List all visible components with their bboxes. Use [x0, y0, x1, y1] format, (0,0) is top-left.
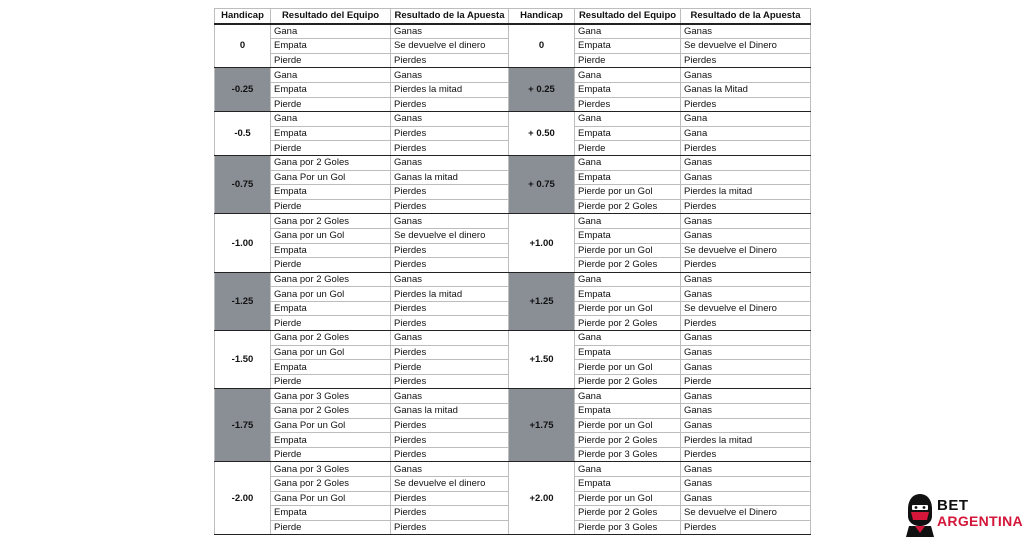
team-result-right: Pierde por 2 Goles — [575, 258, 681, 273]
handicap-value-left: -2.00 — [215, 462, 271, 535]
team-result-right: Pierde por 2 Goles — [575, 433, 681, 448]
bet-result-right: Se devuelve el Dinero — [681, 301, 811, 316]
handicap-value-left: -1.50 — [215, 331, 271, 389]
handicap-value-left: -1.25 — [215, 272, 271, 330]
bet-result-left: Pierdes — [391, 433, 509, 448]
handicap-table — [214, 8, 811, 535]
team-result-left: Pierde — [271, 199, 391, 214]
handicap-table-container — [214, 8, 810, 535]
bet-result-right: Ganas — [681, 24, 811, 39]
bet-result-left: Ganas — [391, 112, 509, 127]
team-result-right: Gana — [575, 389, 681, 404]
team-result-right: Gana — [575, 112, 681, 127]
team-result-right: Pierde por un Gol — [575, 360, 681, 375]
team-result-right: Pierdes — [575, 97, 681, 112]
bet-result-right: Ganas — [681, 345, 811, 360]
team-result-right: Empata — [575, 39, 681, 54]
team-result-right: Pierde por 2 Goles — [575, 316, 681, 331]
table-row — [215, 214, 811, 229]
handicap-value-right: + 0.50 — [509, 112, 575, 156]
bet-result-left: Ganas — [391, 68, 509, 83]
bet-result-left: Ganas — [391, 214, 509, 229]
team-result-left: Empata — [271, 185, 391, 200]
handicap-value-left: -0.75 — [215, 155, 271, 213]
team-result-right: Empata — [575, 228, 681, 243]
team-result-left: Pierde — [271, 374, 391, 389]
team-result-right: Gana — [575, 331, 681, 346]
table-row — [215, 272, 811, 287]
table-row — [215, 331, 811, 346]
team-result-left: Gana — [271, 24, 391, 39]
bet-result-right: Ganas — [681, 331, 811, 346]
handicap-value-right: 0 — [509, 24, 575, 68]
team-result-left: Pierde — [271, 316, 391, 331]
hooded-figure-icon — [905, 492, 935, 538]
bet-result-right: Ganas — [681, 228, 811, 243]
team-result-left: Gana por 3 Goles — [271, 389, 391, 404]
team-result-right: Empata — [575, 345, 681, 360]
team-result-right: Pierde por un Gol — [575, 185, 681, 200]
bet-result-left: Pierdes — [391, 126, 509, 141]
team-result-left: Gana por un Gol — [271, 228, 391, 243]
bet-result-right: Ganas — [681, 477, 811, 492]
table-row — [215, 112, 811, 127]
bet-result-left: Se devuelve el dinero — [391, 477, 509, 492]
bet-result-left: Pierdes — [391, 301, 509, 316]
bet-result-left: Ganas — [391, 462, 509, 477]
table-header-row — [215, 9, 811, 24]
team-result-left: Empata — [271, 506, 391, 521]
bet-result-right: Pierdes la mitad — [681, 185, 811, 200]
team-result-left: Gana por 2 Goles — [271, 214, 391, 229]
team-result-right: Gana — [575, 155, 681, 170]
team-result-right: Pierde por 3 Goles — [575, 447, 681, 462]
team-result-left: Empata — [271, 433, 391, 448]
team-result-left: Pierde — [271, 141, 391, 156]
bet-result-right: Pierdes — [681, 447, 811, 462]
team-result-left: Gana por 2 Goles — [271, 404, 391, 419]
bet-result-left: Pierdes — [391, 520, 509, 535]
bet-result-left: Ganas la mitad — [391, 404, 509, 419]
bet-result-right: Pierdes la mitad — [681, 433, 811, 448]
team-result-right: Pierde por un Gol — [575, 301, 681, 316]
team-result-right: Pierde por un Gol — [575, 491, 681, 506]
bet-result-left: Pierdes — [391, 316, 509, 331]
table-row — [215, 24, 811, 39]
team-result-right: Pierde por 2 Goles — [575, 374, 681, 389]
bet-result-right: Ganas — [681, 418, 811, 433]
team-result-right: Pierde por un Gol — [575, 243, 681, 258]
bet-result-left: Pierdes — [391, 447, 509, 462]
team-result-right: Pierde por un Gol — [575, 418, 681, 433]
bet-result-right: Ganas — [681, 155, 811, 170]
team-result-right: Empata — [575, 82, 681, 97]
team-result-left: Gana por 2 Goles — [271, 155, 391, 170]
header-bet-result-right: Resultado de la Apuesta — [681, 9, 811, 24]
bet-result-right: Ganas — [681, 68, 811, 83]
team-result-right: Gana — [575, 24, 681, 39]
bet-result-left: Pierdes — [391, 418, 509, 433]
handicap-value-left: 0 — [215, 24, 271, 68]
handicap-value-right: + 0.75 — [509, 155, 575, 213]
team-result-right: Empata — [575, 126, 681, 141]
bet-result-left: Se devuelve el dinero — [391, 228, 509, 243]
bet-argentina-logo — [905, 492, 1023, 538]
bet-result-right: Ganas — [681, 170, 811, 185]
team-result-left: Pierde — [271, 447, 391, 462]
team-result-right: Pierde por 2 Goles — [575, 199, 681, 214]
team-result-left: Gana por un Gol — [271, 345, 391, 360]
bet-result-right: Pierde — [681, 374, 811, 389]
team-result-left: Empata — [271, 82, 391, 97]
bet-result-left: Pierdes — [391, 185, 509, 200]
team-result-left: Empata — [271, 360, 391, 375]
team-result-left: Gana por 2 Goles — [271, 272, 391, 287]
header-team-result-right: Resultado del Equipo — [575, 9, 681, 24]
bet-result-right: Pierdes — [681, 316, 811, 331]
bet-result-right: Gana — [681, 126, 811, 141]
bet-result-left: Ganas — [391, 24, 509, 39]
bet-result-right: Pierdes — [681, 199, 811, 214]
bet-result-left: Ganas la mitad — [391, 170, 509, 185]
bet-result-left: Se devuelve el dinero — [391, 39, 509, 54]
bet-result-left: Pierde — [391, 360, 509, 375]
header-team-result-left: Resultado del Equipo — [271, 9, 391, 24]
team-result-left: Gana por 2 Goles — [271, 331, 391, 346]
bet-result-right: Ganas la Mitad — [681, 82, 811, 97]
bet-result-right: Ganas — [681, 287, 811, 302]
bet-result-right: Ganas — [681, 272, 811, 287]
bet-result-right: Ganas — [681, 360, 811, 375]
team-result-right: Empata — [575, 287, 681, 302]
bet-result-right: Se devuelve el Dinero — [681, 506, 811, 521]
handicap-value-left: -1.00 — [215, 214, 271, 272]
team-result-left: Empata — [271, 126, 391, 141]
team-result-left: Gana por 2 Goles — [271, 477, 391, 492]
bet-result-right: Se devuelve el Dinero — [681, 243, 811, 258]
bet-result-left: Ganas — [391, 272, 509, 287]
bet-result-right: Pierdes — [681, 53, 811, 68]
team-result-right: Empata — [575, 404, 681, 419]
table-row — [215, 462, 811, 477]
team-result-left: Pierde — [271, 520, 391, 535]
bet-result-left: Pierdes — [391, 345, 509, 360]
bet-result-right: Pierdes — [681, 141, 811, 156]
handicap-value-left: -1.75 — [215, 389, 271, 462]
team-result-right: Empata — [575, 170, 681, 185]
handicap-value-right: +1.25 — [509, 272, 575, 330]
bet-result-right: Pierdes — [681, 97, 811, 112]
bet-result-left: Pierdes la mitad — [391, 287, 509, 302]
handicap-value-right: +1.00 — [509, 214, 575, 272]
handicap-value-right: +1.50 — [509, 331, 575, 389]
team-result-right: Pierde — [575, 53, 681, 68]
team-result-right: Gana — [575, 68, 681, 83]
bet-result-right: Gana — [681, 112, 811, 127]
bet-result-left: Pierdes — [391, 97, 509, 112]
bet-result-right: Ganas — [681, 214, 811, 229]
header-bet-result-left: Resultado de la Apuesta — [391, 9, 509, 24]
team-result-right: Gana — [575, 272, 681, 287]
team-result-left: Empata — [271, 243, 391, 258]
handicap-value-left: -0.25 — [215, 68, 271, 112]
bet-result-right: Ganas — [681, 389, 811, 404]
bet-result-left: Pierdes — [391, 506, 509, 521]
bet-result-left: Pierdes la mitad — [391, 82, 509, 97]
handicap-value-right: +2.00 — [509, 462, 575, 535]
bet-result-left: Ganas — [391, 155, 509, 170]
team-result-right: Empata — [575, 477, 681, 492]
team-result-right: Pierde por 3 Goles — [575, 520, 681, 535]
bet-result-left: Ganas — [391, 389, 509, 404]
team-result-right: Pierde — [575, 141, 681, 156]
bet-result-right: Se devuelve el Dinero — [681, 39, 811, 54]
team-result-left: Empata — [271, 39, 391, 54]
header-handicap-left: Handicap — [215, 9, 271, 24]
bet-result-right: Pierdes — [681, 258, 811, 273]
team-result-right: Gana — [575, 462, 681, 477]
table-row — [215, 389, 811, 404]
team-result-left: Pierde — [271, 97, 391, 112]
handicap-value-right: + 0.25 — [509, 68, 575, 112]
team-result-right: Pierde por 2 Goles — [575, 506, 681, 521]
header-handicap-right: Handicap — [509, 9, 575, 24]
team-result-left: Gana Por un Gol — [271, 418, 391, 433]
logo-text-argentina: ARGENTINA — [937, 513, 1023, 529]
table-row — [215, 155, 811, 170]
bet-result-left: Pierdes — [391, 199, 509, 214]
bet-result-right: Ganas — [681, 404, 811, 419]
table-row — [215, 68, 811, 83]
bet-result-left: Pierdes — [391, 243, 509, 258]
bet-result-left: Pierdes — [391, 374, 509, 389]
table-body — [215, 24, 811, 535]
team-result-left: Gana — [271, 112, 391, 127]
team-result-right: Gana — [575, 214, 681, 229]
team-result-left: Gana por 3 Goles — [271, 462, 391, 477]
bet-result-left: Pierdes — [391, 141, 509, 156]
bet-result-left: Ganas — [391, 331, 509, 346]
team-result-left: Gana por un Gol — [271, 287, 391, 302]
bet-result-left: Pierdes — [391, 53, 509, 68]
team-result-left: Empata — [271, 301, 391, 316]
team-result-left: Gana — [271, 68, 391, 83]
bet-result-right: Pierdes — [681, 520, 811, 535]
logo-text-bet: BET — [937, 497, 969, 514]
bet-result-left: Pierdes — [391, 258, 509, 273]
bet-result-right: Ganas — [681, 462, 811, 477]
team-result-left: Gana Por un Gol — [271, 170, 391, 185]
handicap-value-left: -0.5 — [215, 112, 271, 156]
handicap-value-right: +1.75 — [509, 389, 575, 462]
bet-result-left: Pierdes — [391, 491, 509, 506]
bet-result-right: Ganas — [681, 491, 811, 506]
team-result-left: Gana Por un Gol — [271, 491, 391, 506]
team-result-left: Pierde — [271, 258, 391, 273]
team-result-left: Pierde — [271, 53, 391, 68]
